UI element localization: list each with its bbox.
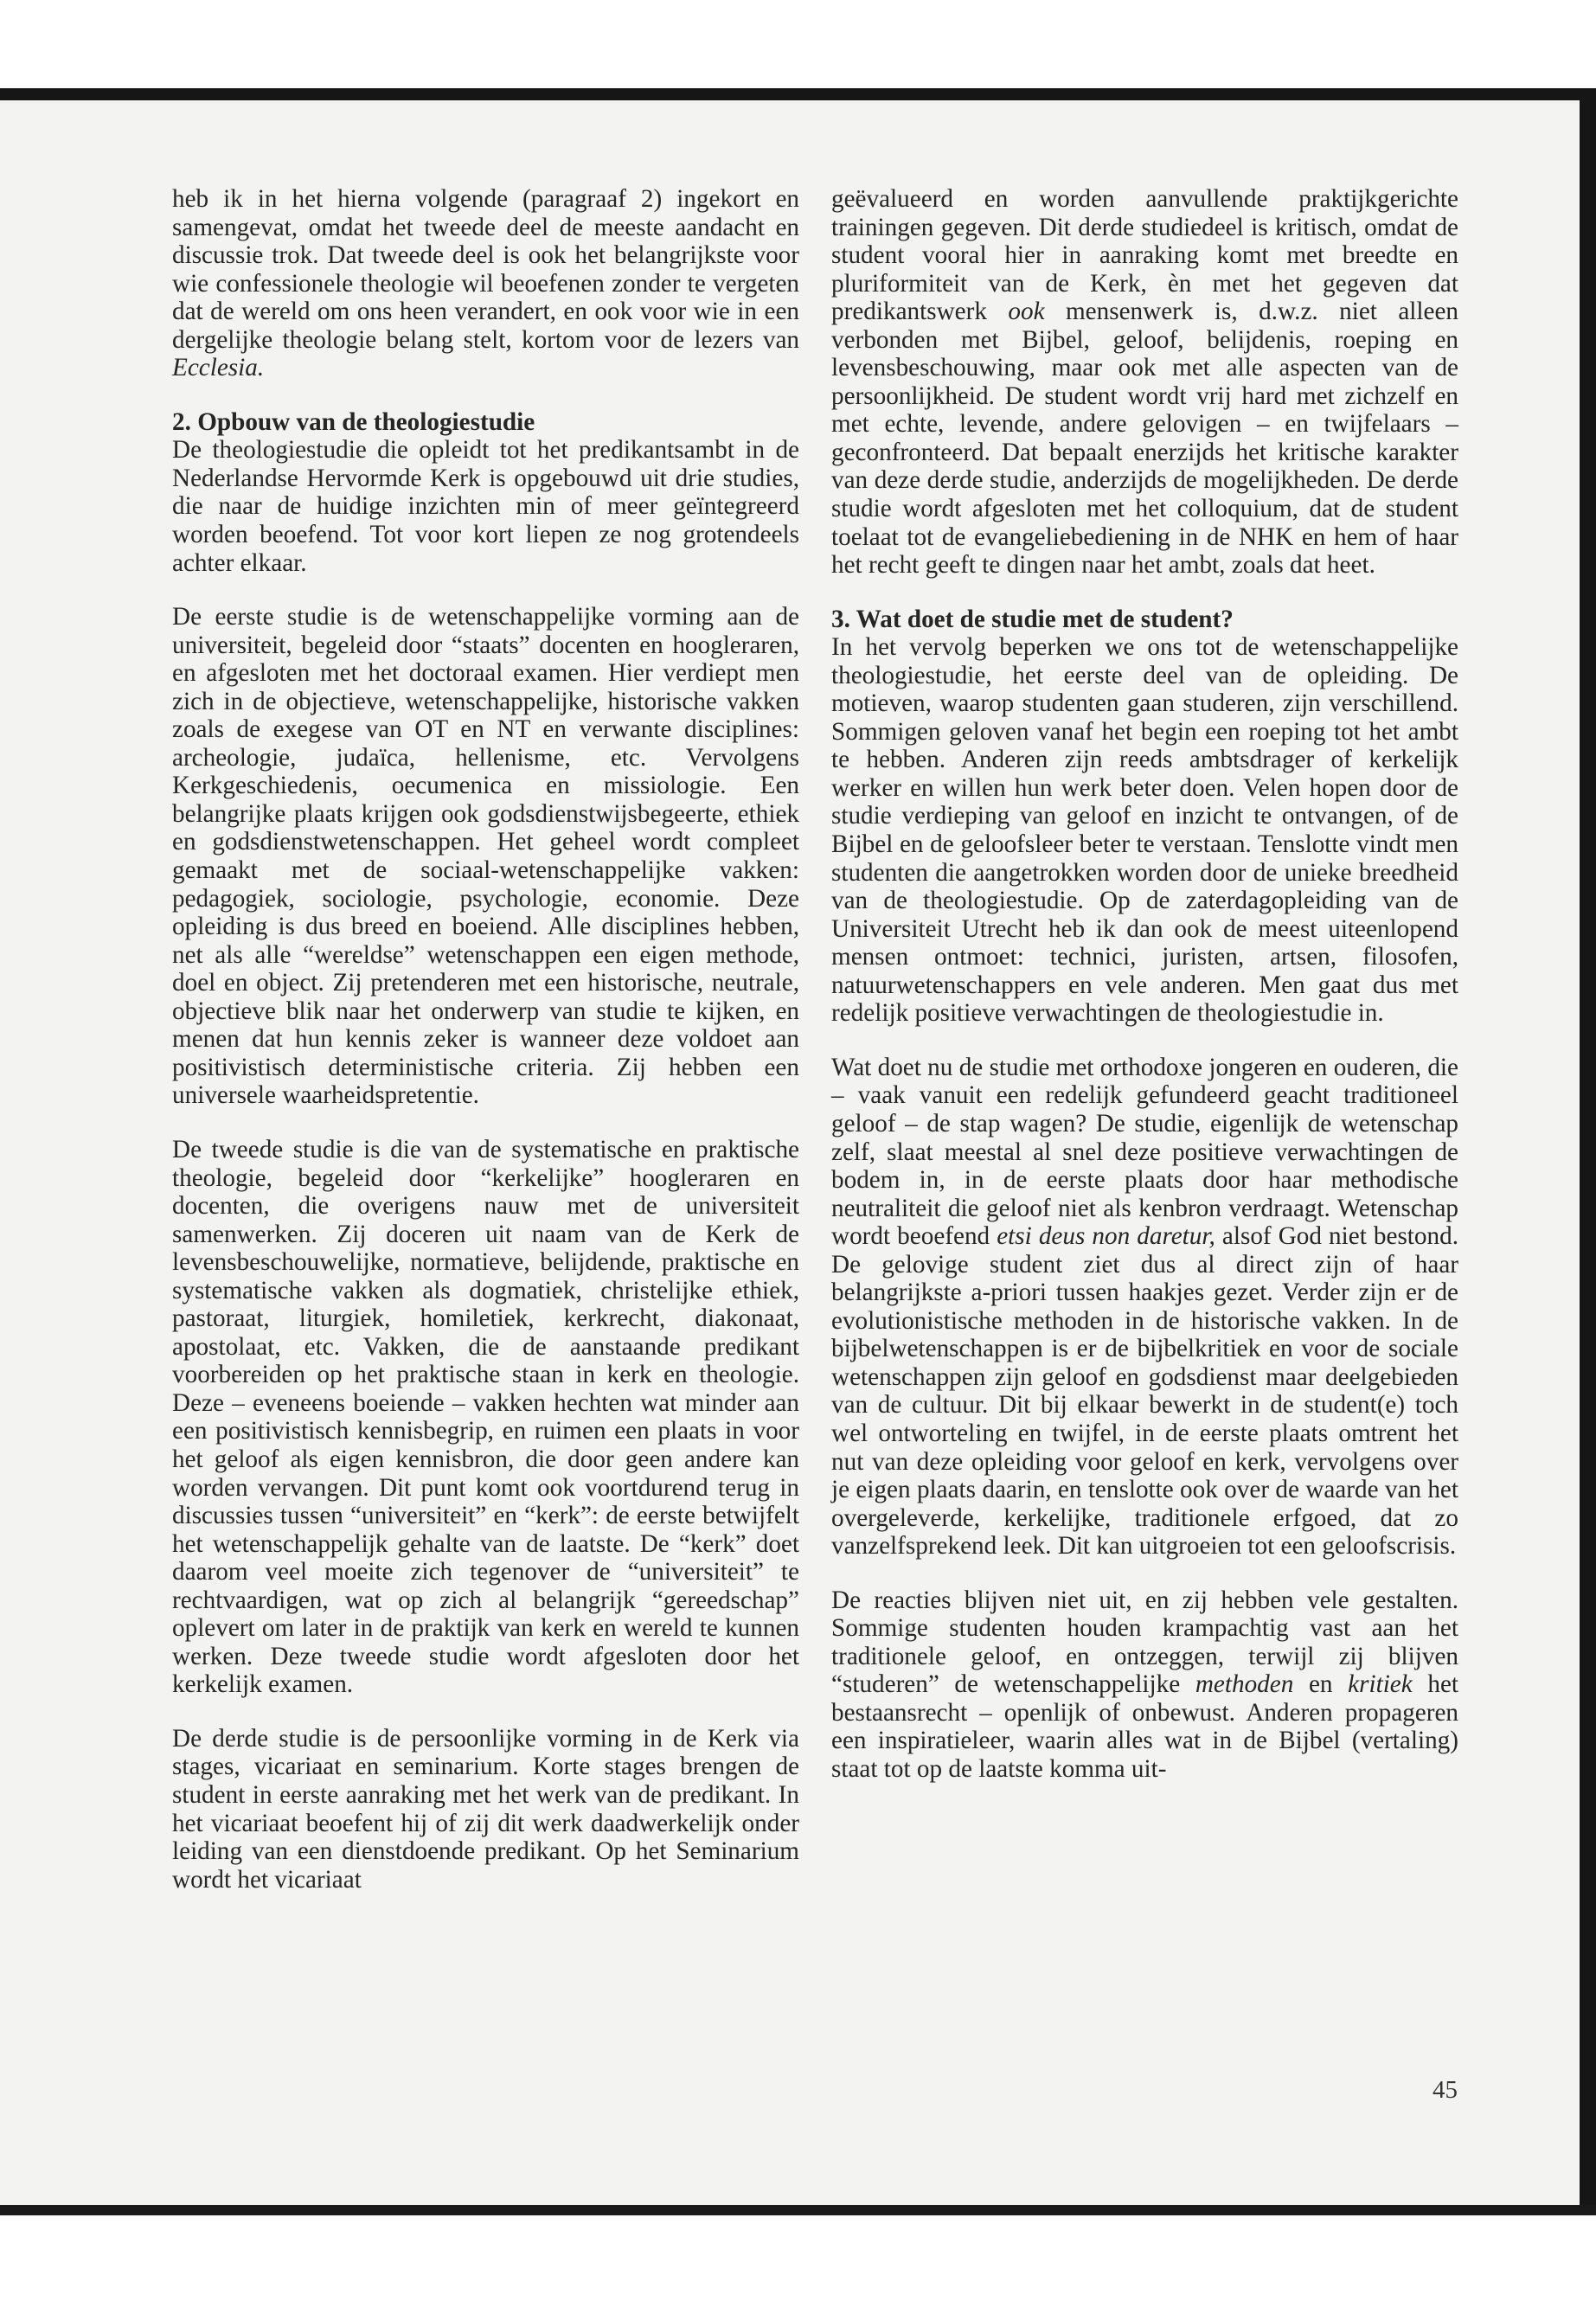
page-edge-top	[0, 88, 1596, 100]
right-column	[831, 185, 1458, 1784]
paragraph: De eerste studie is de wetenschappelijke vorming aan de universiteit, begeleid door “staats” docenten en hoogleraren, en afgesloten met het doctoraal examen. Hier verdiept men zich in de objectieve, wetenschappelijke, historische vakken zoals de exegese van OT en NT en verwante disciplines: archeologie, judaïca, hellenisme, etc. Vervolgens Kerkgeschiedenis, oecumenica en missiologie. Een belangrijke plaats krijgen ook godsdienstwijsbegeerte, ethiek en godsdienstwetenschappen. Het geheel wordt compleet gemaakt met de sociaal-wetenschappelijke vakken: pedagogiek, sociologie, psychologie, economie. Deze opleiding is dus breed en boeiend. Alle disciplines hebben, net als alle “wereldse” wetenschappen een eigen methode, doel en object. Zij pretenderen met een historische, neutrale, objectieve blik naar het onderwerp van studie te kijken, en menen dat hun kennis zeker is wanneer deze voldoet aan positivistisch deterministische criteria. Zij hebben een universele waarheidspretentie.	[172, 603, 799, 1110]
page-edge-right	[1580, 88, 1596, 2216]
paragraph: In het vervolg beperken we ons tot de wetenschappelijke theologiestudie, het eerste deel van de opleiding. De motieven, waarop studenten gaan studeren, zijn verschillend. Sommigen geloven vanaf het begin een roeping tot het ambt te hebben. Anderen zijn reeds ambtsdrager of kerkelijk werker en willen hun werk beter doen. Velen hopen door de studie verdieping van geloof en inzicht te ontvangen, of de Bijbel en de geloofsleer beter te verstaan. Tenslotte vindt men studenten die aangetrokken worden door de unieke breedheid van de theologiestudie. Op de zaterdagopleiding van de Universiteit Utrecht heb ik dan ook de meest uiteenlopend mensen ontmoet: technici, juristen, artsen, filosofen, natuurwetenschappers en vele anderen. Men gaat dus met redelijk positieve verwachtingen de theologiestudie in.	[831, 633, 1458, 1028]
emphasis: etsi deus non daretur,	[997, 1222, 1215, 1251]
emphasis: kritiek	[1348, 1670, 1413, 1699]
paragraph: De theologiestudie die opleidt tot het predikantsambt in de Nederlandse Hervormde Kerk is opgebouwd uit drie studies, die naar de huidige inzichten min of meer geïntegreerd worden beoefend. Tot voor kort liepen ze nog grotendeels achter elkaar.	[172, 436, 799, 577]
paragraph: heb ik in het hierna volgende (paragraaf 2) ingekort en samengevat, omdat het tweede deel de meeste aandacht en discussie trok. Dat tweede deel is ook het belangrijkste voor wie confessionele theologie wil beoefenen zonder te vergeten dat de wereld om ons heen verandert, en ook voor wie in een dergelijke theologie belang stelt, kortom voor de lezers van Ecclesia.	[172, 185, 799, 382]
paragraph: geëvalueerd en worden aanvullende praktijkgerichte trainingen gegeven. Dit derde studiedeel is kritisch, omdat de student vooral hier in aanraking komt met breedte en pluriformiteit van de Kerk, èn met het gegeven dat predikantswerk ook mensenwerk is, d.w.z. niet alleen verbonden met Bijbel, geloof, belijdenis, roeping en levensbeschouwing, maar ook met alle aspecten van de persoonlijkheid. De student wordt vrij hard met zichzelf en met echte, levende, andere gelovigen – en twijfelaars – geconfronteerd. Dat bepaalt enerzijds het kritische karakter van deze derde studie, anderzijds de mogelijkheden. De derde studie wordt afgesloten met het colloquium, dat de student toelaat tot de evangeliebediening in de NHK en hem of haar het recht geeft te dingen naar het ambt, zoals dat heet.	[831, 185, 1459, 580]
scan-margin-top	[0, 0, 1596, 95]
paragraph: De derde studie is de persoonlijke vorming in de Kerk via stages, vicariaat en seminarium. Korte stages brengen de student in eerste aanraking met het werk van de predikant. In het vicariaat beoefent hij of zij dit werk daadwerkelijk onder leiding van een dienstdoende predikant. Op het Seminarium wordt het vicariaat	[172, 1724, 799, 1894]
section-heading-2: 2. Opbouw van de theologiestudie	[172, 407, 535, 436]
left-column	[172, 185, 799, 1894]
paragraph: De tweede studie is die van de systematische en praktische theologie, begeleid door “kerkelijke” hoogleraren en docenten, die overigens nauw met de universiteit samenwerken. Zij doceren uit naam van de Kerk de levensbeschouwelijke, normatieve, belijdende, praktische en systematische vakken als dogmatiek, christelijke ethiek, pastoraat, liturgiek, homiletiek, kerkrecht, diakonaat, apostolaat, etc. Vakken, die de aanstaande predikant voorbereiden op het praktische staan in kerk en theologie. Deze – eveneens boeiende – vakken hechten wat minder aan een positivistisch kennisbegrip, en ruimen een plaats in voor het geloof als eigen kennisbron, die door geen andere kan worden vervangen. Dit punt komt ook voortdurend terug in discussies tussen “universiteit” en “kerk”: de eerste betwijfelt het wetenschappelijk gehalte van de laatste. De “kerk” doet daarom veel moeite zich tegenover de “universiteit” te rechtvaardigen, wat op zich al belangrijk “gereedschap” oplevert om later in de praktijk van kerk en wereld te kunnen werken. Deze tweede studie wordt afgesloten door het kerkelijk examen.	[172, 1135, 799, 1699]
section-heading-3: 3. Wat doet de studie met de student?	[831, 605, 1234, 633]
emphasis: methoden	[1195, 1670, 1294, 1699]
page-number: 45	[1433, 2076, 1458, 2104]
paragraph: De reacties blijven niet uit, en zij hebben vele gestalten. Sommige studenten houden krampachtig vast aan het traditionele geloof, en ontzeggen, terwijl zij blijven “studeren” de wetenschappelijke methoden en kritiek het bestaansrecht – openlijk of onbewust. Anderen propageren een inspiratieleer, waarin alles wat in de Bijbel (vertaling) staat tot op de laatste komma uit-	[831, 1586, 1459, 1783]
emphasis: ook	[1008, 298, 1045, 326]
paragraph: Wat doet nu de studie met orthodoxe jongeren en ouderen, die – vaak vanuit een redelijk gefundeerd geacht traditioneel geloof – de stap wagen? De studie, eigenlijk de wetenschap zelf, slaat meestal al snel deze positieve verwachtingen de bodem in, in de eerste plaats door haar methodische neutraliteit die geloof niet als kenbron verdraagt. Wetenschap wordt beoefend etsi deus non daretur, alsof God niet bestond. De gelovige student ziet dus al direct zijn of haar belangrijkste a-priori tussen haakjes gezet. Verder zijn er de evolutionistische methoden in de historische vakken. In de bijbelwetenschappen is er de bijbelkritiek en voor de sociale wetenschappen zijn geloof en godsdienst maar deelgebieden van de cultuur. Dit bij elkaar bewerkt in de student(e) toch wel ontworteling en twijfel, in de eerste plaats omtrent het nut van deze opleiding voor geloof en kerk, vervolgens over je eigen plaats daarin, en tenslotte ook over de waarde van het overgeleverde, kerkelijke, traditionele erfgoed, dat zo vanzelfsprekend leek. Dit kan uitgroeien tot een geloofscrisis.	[831, 1053, 1458, 1561]
scan-margin-bottom	[0, 2215, 1596, 2301]
page-edge-bottom	[0, 2205, 1596, 2215]
journal-title: Ecclesia.	[172, 354, 265, 382]
